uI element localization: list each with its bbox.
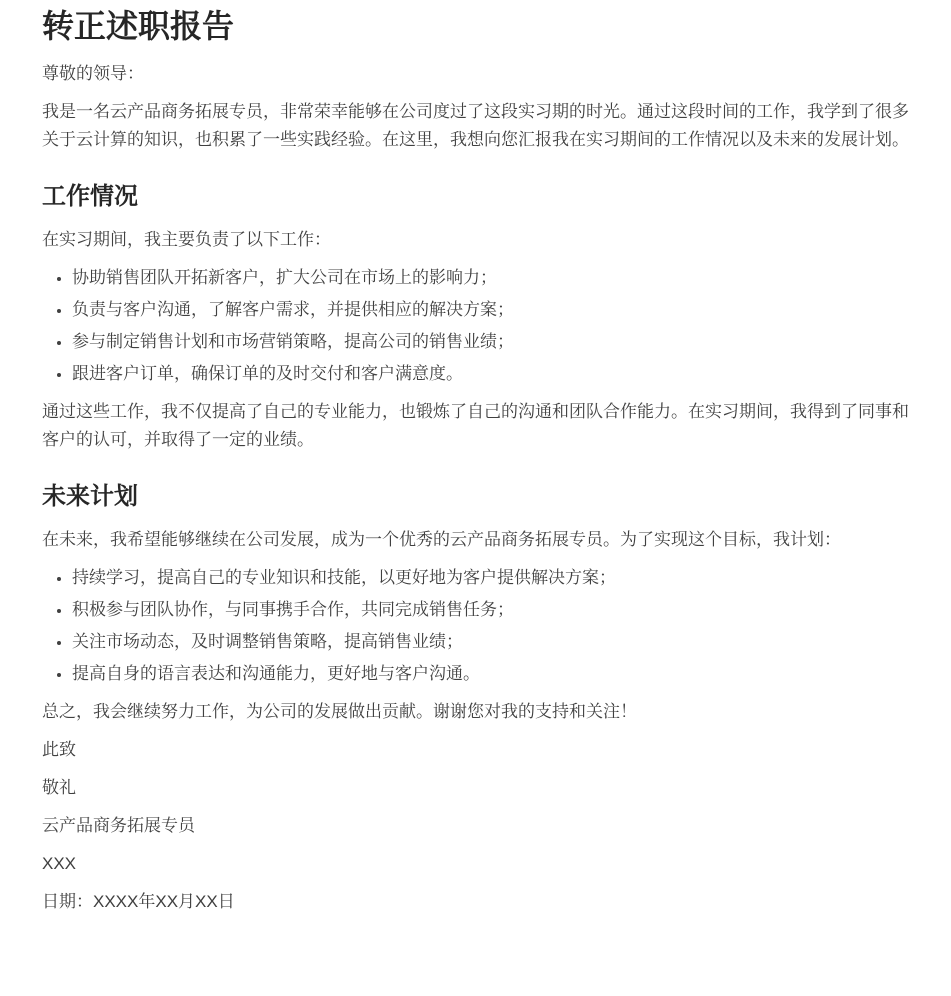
work-status-list <box>42 264 911 388</box>
work-status-summary: 通过这些工作，我不仅提高了自己的专业能力，也锻炼了自己的沟通和团队合作能力。在实习期间，我得到了同事和客户的认可，并取得了一定的业绩。 <box>42 402 909 449</box>
salutation: 尊敬的领导： <box>42 64 144 83</box>
section-work-status <box>42 182 911 454</box>
list-item: • 参与制定销售计划和市场营销策略，提高公司的销售业绩； <box>72 328 911 356</box>
future-plan-list <box>42 564 911 688</box>
section-heading-future-plan: 未来计划 <box>42 483 138 510</box>
sign-off-jingli: 敬礼 <box>42 778 76 797</box>
list-item: • 提高自身的语言表达和沟通能力，更好地与客户沟通。 <box>72 660 911 688</box>
signature-date: 日期：XXXX年XX月XX日 <box>42 892 235 911</box>
section-future-plan <box>42 482 911 688</box>
signature-name: XXX <box>42 854 77 873</box>
work-status-intro: 在实习期间，我主要负责了以下工作： <box>42 230 331 249</box>
list-item: • 关注市场动态，及时调整销售策略，提高销售业绩； <box>72 628 911 656</box>
list-item: • 积极参与团队协作，与同事携手合作，共同完成销售任务； <box>72 596 911 624</box>
signature-role: 云产品商务拓展专员 <box>42 816 195 835</box>
list-item: • 持续学习，提高自己的专业知识和技能，以更好地为客户提供解决方案； <box>72 564 911 592</box>
list-item: • 协助销售团队开拓新客户，扩大公司在市场上的影响力； <box>72 264 911 292</box>
closing-paragraph: 总之，我会继续努力工作，为公司的发展做出贡献。谢谢您对我的支持和关注！ <box>42 702 637 721</box>
list-item: • 负责与客户沟通，了解客户需求，并提供相应的解决方案； <box>72 296 911 324</box>
intro-paragraph: 我是一名云产品商务拓展专员，非常荣幸能够在公司度过了这段实习期的时光。通过这段时间的工作，我学到了很多关于云计算的知识，也积累了一些实践经验。在这里，我想向您汇报我在实习期间的工作情况以及未来的发展计划。 <box>42 102 909 149</box>
list-item: • 跟进客户订单，确保订单的及时交付和客户满意度。 <box>72 360 911 388</box>
future-plan-intro: 在未来，我希望能够继续在公司发展，成为一个优秀的云产品商务拓展专员。为了实现这个目标，我计划： <box>42 530 841 549</box>
sign-off-cizhi: 此致 <box>42 740 76 759</box>
section-heading-work-status: 工作情况 <box>42 183 138 210</box>
document-title: 转正述职报告 <box>42 8 235 44</box>
